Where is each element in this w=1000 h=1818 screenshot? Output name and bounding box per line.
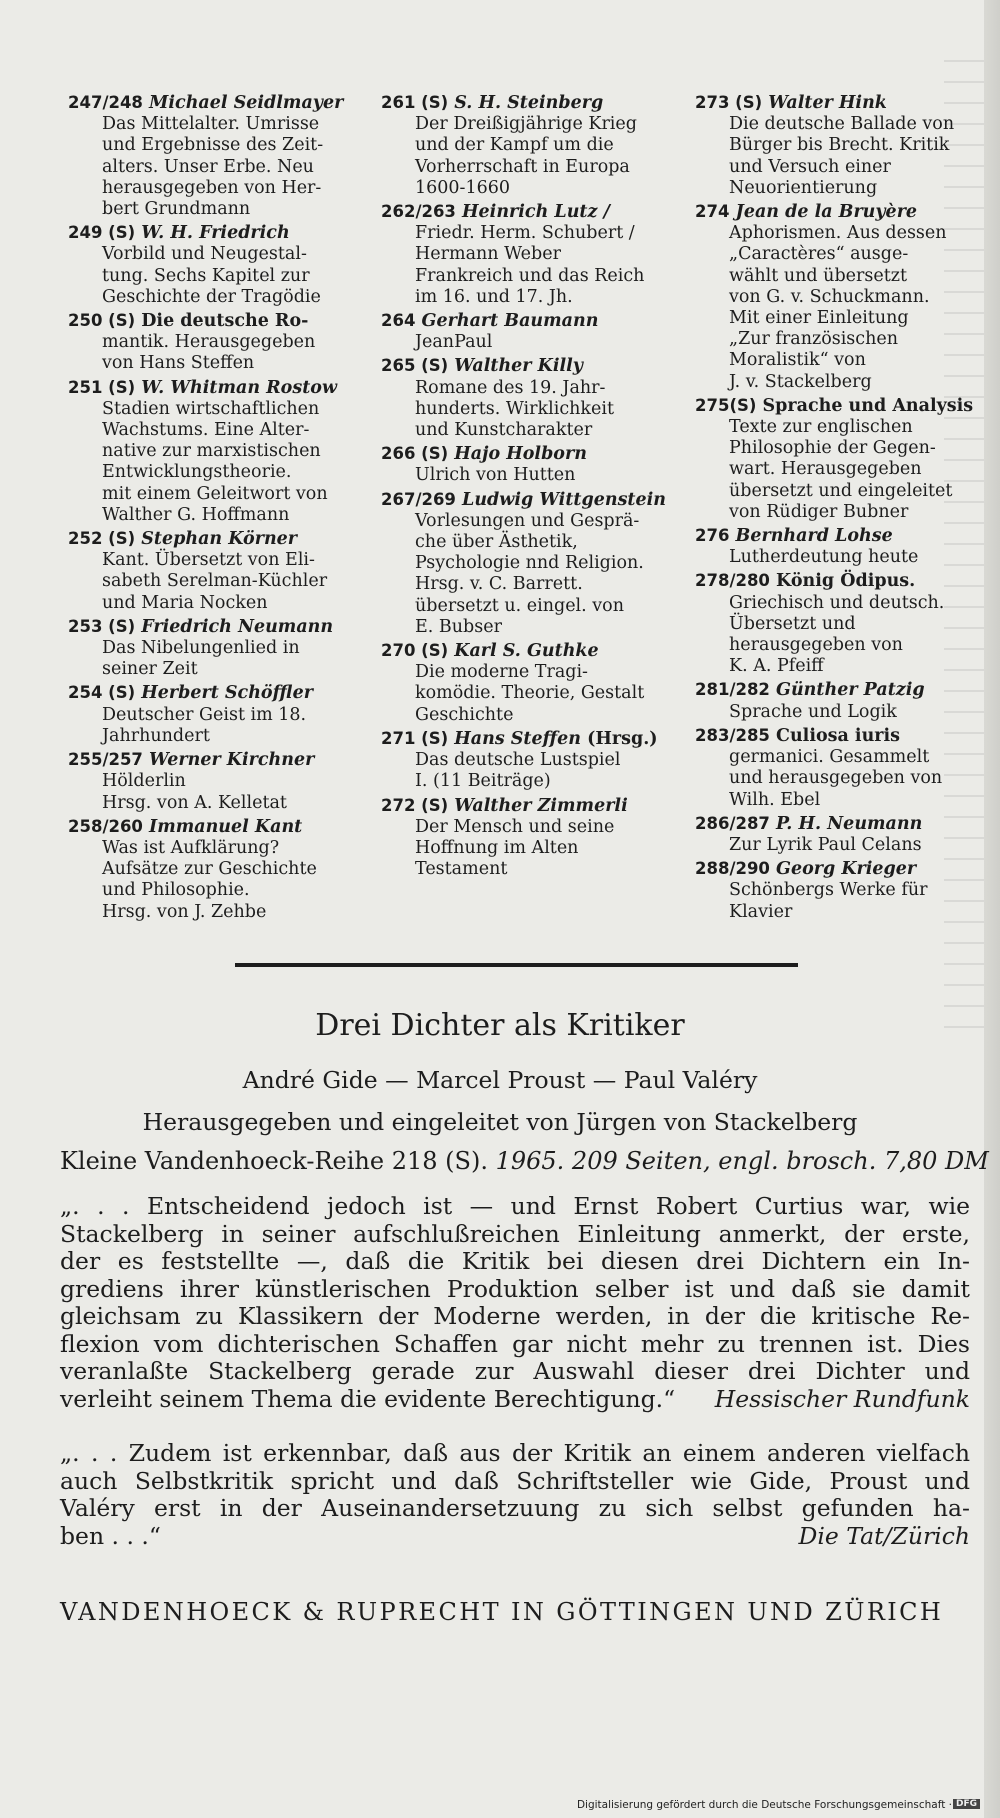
entry-number: 278/280 <box>695 571 770 591</box>
entry-header <box>695 679 985 701</box>
catalog-entry <box>381 310 701 353</box>
entry-header <box>695 92 985 114</box>
quote-2-lines <box>60 1440 970 1523</box>
entry-number: 288/290 <box>695 859 770 879</box>
entry-description: Aphorismen. Aus dessen „Caractères“ ausge- wählt und übersetzt von G. v. Schuckmann. Mit einer Einleitung „Zur französischen Moralistik“ von J. v. Stackelberg <box>729 223 947 392</box>
entry-number: 258/260 <box>68 816 143 836</box>
entry-number: 270 (S) <box>381 641 449 661</box>
catalog-entry <box>695 813 985 856</box>
dfg-logo: DFG <box>953 1799 980 1809</box>
entry-header <box>381 443 701 465</box>
catalog-entry <box>68 682 390 747</box>
catalog-column-2 <box>381 92 701 882</box>
entry-header <box>695 813 985 835</box>
catalog-entry <box>381 728 701 793</box>
catalog-entry <box>68 92 390 220</box>
entry-description: Der Mensch und seine Hoffnung im Alten Testament <box>415 816 615 880</box>
quote-line: „. . . Zudem ist erkennbar, daß aus der Kritik an einem anderen vielfach <box>60 1439 970 1467</box>
book-title: Drei Dichter als Kritiker <box>315 1008 685 1043</box>
entry-header <box>68 816 390 838</box>
entry-author: Walther Killy <box>454 356 583 377</box>
entry-number: 247/248 <box>68 93 143 112</box>
entry-author: Werner Kirchner <box>149 750 315 771</box>
entry-description: germanici. Gesammelt und herausgegeben von Wilh. Ebel <box>729 747 943 810</box>
entry-description: Vorlesungen und Gesprä- che über Ästhetik, Psychologie nnd Religion. Hrsg. v. C. Barrett. übersetzt u. eingel. von E. Bubser <box>415 510 644 637</box>
entry-description: Das Mittelalter. Umrisse und Ergebnisse des Zeit- alters. Unser Erbe. Neu herausgegeben von Her- bert Grundmann <box>102 114 324 220</box>
catalog-entry <box>68 616 390 681</box>
entry-header <box>381 92 701 114</box>
entry-number: 267/269 <box>381 489 456 509</box>
entry-header <box>68 92 390 114</box>
quote-line: gleichsam zu Klassikern der Moderne werden, in der die kritische Re- <box>60 1302 970 1330</box>
quote-2-last-line <box>60 1523 970 1551</box>
catalog-entry <box>381 355 701 441</box>
series-label: Kleine Vandenhoeck-Reihe 218 (S). <box>60 1147 488 1175</box>
catalog-entry <box>381 92 701 199</box>
publication-details: 1965. 209 Seiten, engl. brosch. 7,80 DM <box>495 1147 989 1175</box>
entry-header <box>68 310 390 332</box>
entry-header <box>381 355 701 377</box>
entry-number: 253 (S) <box>68 616 136 636</box>
entry-header <box>381 795 701 817</box>
entry-author: Bernhard Lohse <box>735 526 893 547</box>
catalog-entry <box>695 725 985 811</box>
entry-number: 266 (S) <box>381 444 449 464</box>
entry-author: Stephan Körner <box>141 529 298 550</box>
quote-line: der es feststellte —, daß die Kritik bei diesen drei Dichtern ein In- <box>60 1247 970 1275</box>
catalog-entry <box>695 858 985 923</box>
catalog-entry <box>695 525 985 568</box>
entry-header <box>695 858 985 880</box>
catalog-entry <box>68 310 390 375</box>
entry-number: 252 (S) <box>68 529 136 549</box>
entry-author: Michael Seidlmayer <box>149 93 344 113</box>
entry-author: Jean de la Bruyère <box>735 202 918 223</box>
entry-description: Sprache und Logik <box>729 701 897 722</box>
entry-title-start: Sprache und Analysis <box>762 395 974 416</box>
entry-header <box>381 640 701 662</box>
entry-header <box>381 201 701 223</box>
entry-description: Das Nibelungenlied in seiner Zeit <box>102 638 300 680</box>
entry-header <box>381 489 701 511</box>
entry-description: Was ist Aufklärung? Aufsätze zur Geschichte und Philosophie. Hrsg. von J. Zehbe <box>102 837 317 922</box>
entry-description: Zur Lyrik Paul Celans <box>729 834 922 855</box>
catalog-column-3 <box>695 92 985 925</box>
entry-author: Immanuel Kant <box>149 816 303 837</box>
entry-description: Texte zur englischen Philosophie der Gegen- wart. Herausgegeben übersetzt und eingeleitet von Rüdiger Bubner <box>729 417 953 522</box>
catalog-entry <box>381 443 701 486</box>
entry-header <box>695 725 985 747</box>
entry-title-start: (Hrsg.) <box>580 728 658 749</box>
entry-header <box>695 201 985 223</box>
entry-description: Lutherdeutung heute <box>729 547 919 568</box>
entry-author: Günther Patzig <box>776 680 925 701</box>
entry-author: P. H. Neumann <box>776 813 923 834</box>
entry-description: mantik. Herausgegeben von Hans Steffen <box>102 332 316 374</box>
entry-title-start: Die deutsche Ro- <box>141 311 309 332</box>
entry-header <box>68 682 390 704</box>
entry-description: Schönbergs Werke für Klavier <box>729 880 928 922</box>
entry-header <box>695 395 985 417</box>
entry-number: 262/263 <box>381 202 456 222</box>
entry-description: Der Dreißigjährige Krieg und der Kampf um die Vorherrschaft in Europa 1600-1660 <box>415 114 637 198</box>
catalog-entry <box>695 395 985 523</box>
entry-title-start: Culiosa iuris <box>776 725 901 746</box>
quote-2-source: Die Tat/Zürich <box>798 1521 970 1550</box>
quote-1-source: Hessischer Rundfunk <box>714 1384 970 1413</box>
quote-line: flexion vom dichterischen Schaffen gar nicht mehr zu trennen ist. Dies <box>60 1329 970 1358</box>
catalog-entry <box>68 528 390 614</box>
entry-number: 272 (S) <box>381 795 449 815</box>
quote-line: „. . . Entscheidend jedoch ist — und Ernst Robert Curtius war, wie <box>60 1192 970 1220</box>
entry-number: 286/287 <box>695 813 770 833</box>
entry-number: 254 (S) <box>68 683 136 703</box>
quote-line: veranlaßte Stackelberg gerade zur Auswahl dieser drei Dichter und <box>60 1357 970 1385</box>
page-edge <box>984 0 1000 1818</box>
entry-author: Ludwig Wittgenstein <box>462 489 667 510</box>
entry-description: Das deutsche Lustspiel I. (11 Beiträge) <box>415 750 621 792</box>
entry-number: 261 (S) <box>381 93 449 112</box>
entry-header <box>695 525 985 547</box>
entry-description: Die deutsche Ballade von Bürger bis Brecht. Kritik und Versuch einer Neuorientierung <box>729 114 955 198</box>
entry-header <box>381 728 701 750</box>
entry-description: Die moderne Tragi- komödie. Theorie, Gestalt Geschichte <box>415 662 645 725</box>
quote-1-lines <box>60 1193 970 1386</box>
catalog-entry <box>68 816 390 923</box>
quote-line: Stackelberg in seiner aufschlußreichen Einleitung anmerkt, der erste, <box>60 1219 970 1248</box>
entry-header <box>68 377 390 399</box>
entry-description: Stadien wirtschaftlichen Wachstums. Eine Alter- native zur marxistischen Entwicklungstheorie. mit einem Geleitwort von Walther G. Hoffmann <box>102 398 328 525</box>
digitization-notice: Digitalisierung gefördert durch die Deutsche Forschungsgemeinschaft · <box>576 1799 952 1811</box>
entry-number: 255/257 <box>68 750 143 770</box>
catalog-entry <box>381 201 701 308</box>
quote-line: Valéry erst in der Auseinandersetzuung zu sich selbst gefunden ha- <box>60 1494 970 1522</box>
entry-author: Hajo Holborn <box>454 444 587 465</box>
entry-number: 276 <box>695 526 730 546</box>
quote-2-ending: ben . . .“ <box>60 1521 161 1550</box>
entry-number: 275(S) <box>695 395 757 415</box>
entry-header <box>68 222 390 244</box>
entry-number: 250 (S) <box>68 311 136 331</box>
quote-1-last-line <box>60 1386 970 1414</box>
entry-author: W. H. Friedrich <box>141 223 290 244</box>
entry-description: Hölderlin Hrsg. von A. Kelletat <box>102 771 287 813</box>
entry-author: Karl S. Guthke <box>454 641 599 662</box>
catalog-entry <box>68 377 390 526</box>
catalog-entry <box>381 489 701 638</box>
entry-description: Deutscher Geist im 18. Jahrhundert <box>102 704 307 746</box>
book-editor: Herausgegeben und eingeleitet von Jürgen von Stackelberg <box>142 1108 858 1136</box>
entry-title-start: König Ödipus. <box>776 571 916 592</box>
entry-author: Heinrich Lutz / <box>462 202 610 223</box>
entry-author: Walther Zimmerli <box>454 795 628 816</box>
entry-header <box>68 528 390 550</box>
catalog-entry <box>68 749 390 814</box>
book-authors: André Gide — Marcel Proust — Paul Valéry <box>242 1066 758 1094</box>
quote-1-ending: verleiht seinem Thema die evidente Berechtigung.“ <box>60 1384 676 1413</box>
entry-header <box>695 570 985 592</box>
entry-number: 271 (S) <box>381 728 449 748</box>
catalog-entry <box>695 201 985 393</box>
catalog-entry <box>381 795 701 881</box>
entry-number: 281/282 <box>695 680 770 700</box>
entry-number: 274 <box>695 202 730 222</box>
entry-author: Friedrich Neumann <box>141 616 334 637</box>
entry-number: 249 (S) <box>68 223 136 243</box>
entry-author: S. H. Steinberg <box>454 93 604 113</box>
entry-number: 283/285 <box>695 725 770 745</box>
entry-header <box>68 749 390 771</box>
entry-description: Griechisch und deutsch. Übersetzt und herausgegeben von K. A. Pfeiff <box>729 592 945 677</box>
review-quote-1 <box>60 1193 970 1413</box>
bibliographic-line <box>60 1147 989 1175</box>
entry-author: Gerhart Baumann <box>421 311 599 332</box>
entry-description: Romane des 19. Jahr- hunderts. Wirklichkeit und Kunstcharakter <box>415 377 614 441</box>
entry-description: Ulrich von Hutten <box>415 465 576 486</box>
catalog-entry <box>381 640 701 726</box>
entry-author: Herbert Schöffler <box>141 683 314 704</box>
quote-line: grediens ihrer künstlerischen Produktion selber ist und daß sie damit <box>60 1274 970 1303</box>
entry-header <box>381 310 701 332</box>
entry-number: 264 <box>381 311 416 331</box>
entry-number: 265 (S) <box>381 356 449 376</box>
entry-author: W. Whitman Rostow <box>141 377 338 398</box>
publisher-imprint: VANDENHOECK & RUPRECHT IN GÖTTINGEN UND ZÜRICH <box>60 1598 944 1626</box>
section-divider <box>235 963 798 967</box>
entry-description: Friedr. Herm. Schubert / Hermann Weber Frankreich und das Reich im 16. und 17. Jh. <box>415 223 645 307</box>
entry-header <box>68 616 390 638</box>
entry-description: JeanPaul <box>415 332 493 353</box>
entry-description: Vorbild und Neugestal- tung. Sechs Kapitel zur Geschichte der Tragödie <box>102 244 321 307</box>
catalog-entry <box>695 92 985 199</box>
entry-author: Hans Steffen <box>454 728 581 749</box>
catalog-entry <box>695 679 985 722</box>
quote-line: auch Selbstkritik spricht und daß Schriftsteller wie Gide, Proust und <box>60 1466 970 1495</box>
review-quote-2 <box>60 1440 970 1550</box>
entry-number: 273 (S) <box>695 93 763 112</box>
entry-number: 251 (S) <box>68 377 136 397</box>
entry-author: Walter Hink <box>768 93 887 113</box>
catalog-column-1 <box>68 92 390 925</box>
entry-author: Georg Krieger <box>776 859 917 880</box>
entry-description: Kant. Übersetzt von Eli- sabeth Serelman-Küchler und Maria Nocken <box>102 550 328 613</box>
catalog-entry <box>695 570 985 677</box>
catalog-entry <box>68 222 390 308</box>
